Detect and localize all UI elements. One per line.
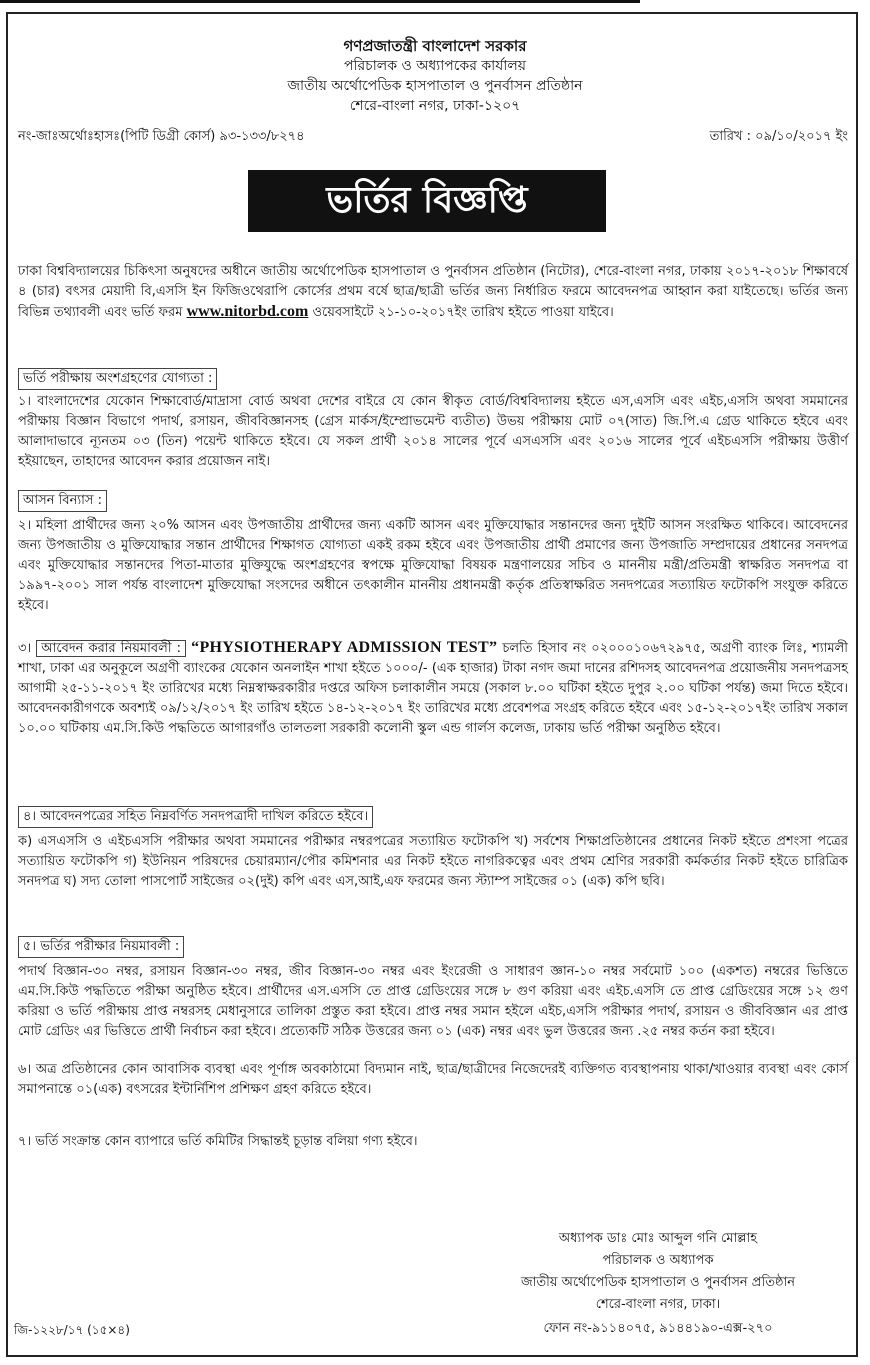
seat-distribution-heading: আসন বিন্যাস : <box>18 490 107 512</box>
exam-rules-text: পদার্থ বিজ্ঞান-৩০ নম্বর, রসায়ন বিজ্ঞান-৩০ নম্বর, জীব বিজ্ঞান-৩০ নম্বর এবং ইংরেজী ও সাধারণ জ্ঞান-১০ নম্বর সর্বমোট ১০০ (একশত) নম্বরের ভিত্তিতে এম.সি.কিউ পদ্ধতিতে পরীক্ষা অনুষ্ঠিত হইবে। প্রার্থীদের এস.এসসি তে প্রাপ্ত গ্রেডিংয়ের সঙ্গে ৮ গুণ করিয়া এবং এইচ.এসসি তে প্রাপ্ত গ্রেডিংয়ের সঙ্গে ১২ গুণ করিয়া ও ভর্তি পরীক্ষায় প্রাপ্ত নম্বরসহ মেধানুসারে তালিকা প্রস্তুত করা হইবে। প্রাপ্ত নম্বর সমান হইলে এইচ,এসসি পরীক্ষার পদার্থ, রসায়ন ও জীববিজ্ঞান এর প্রাপ্ত মোট গ্রেডিং এর ভিত্তিতে প্রার্থী নির্বাচন করা হইবে। প্রত্যেকটি সঠিক উত্তরের জন্য ০১ (এক) নম্বর এবং ভুল উত্তরের জন্য .২৫ নম্বর কর্তন করা হইবে। <box>18 964 848 1039</box>
ad-code: জি-১২২৮/১৭ (১৫×৪) <box>14 1323 130 1337</box>
accommodation-text: ৬। অত্র প্রতিষ্ঠানের কোন আবাসিক ব্যবস্থা এবং পূর্ণাঙ্গ অবকাঠামো বিদ্যমান নাই, ছাত্র/ছাত্রীদের নিজেদেরই ব্যক্তিগত ব্যবস্থাপনায় থাকা/খাওয়ার ব্যবস্থা এবং কোর্স সমাপনান্তে ০১(এক) বৎসরের ইন্টার্নিশিপ প্রশিক্ষণ গ্রহণ করিতে হইবে। <box>18 1062 848 1097</box>
application-rules-label: আবেদন করার নিয়মাবলী : <box>36 640 186 657</box>
application-rules-text: চলতি হিসাব নং ০২০০০১০৬৭২৯৭৫, অগ্রণী ব্যাংক লিঃ, শ্যামলী শাখা, ঢাকা এর অনুকূলে অগ্রণী ব্যাংকের যেকোন অনলাইন শাখা হইতে ১০০০/- (এক হাজার) টাকা নগদ জমা দানের রশিদসহ আবেদনপত্র প্রয়োজনীয় সনদপত্রসহ আগামী ২৫-১১-২০১৭ ইং তারিখের মধ্যে নিম্নস্বাক্ষরকারীর দপ্তরে অফিস চলাকালীন সময়ে (সকাল ৮.০০ ঘটিকা হইতে দুপুর ২.০০ ঘটিকা পর্যন্ত) জমা দিতে হইবে। আবেদনকারীগণকে অবশ্যই ০৯/১২/২০১৭ ইং তারিখ হইতে ১৪-১২-২০১৭ ইং তারিখের মধ্যে প্রবেশপত্র সংগ্রহ করিতে হইবে এবং ১৫-১২-২০১৭ইং তারিখ সকাল ১০.০০ ঘটিকায় এম.সি.কিউ পদ্ধতিতে আগারগাঁও তালতলা সরকারী কলোনী স্কুল এন্ড গার্লস কলেজ, ঢাকায় ভর্তি পরীক্ষা অনুষ্ঠিত হইবে। <box>18 641 849 736</box>
signatory-address: শেরে-বাংলা নগর, ঢাকা। <box>595 1297 721 1312</box>
application-rules-paragraph <box>18 638 848 739</box>
notice-date: তারিখ : ০৯/১০/২০১৭ ইং <box>709 129 848 144</box>
signatory-phone: ফোন নং-৯১১৪০৭৫, ৯১৪৪১৯০-এক্স-২৭০ <box>543 1321 773 1336</box>
eligibility-heading: ভর্তি পরীক্ষায় অংশগ্রহণের যোগ্যতা : <box>18 368 217 390</box>
eligibility-text: ১। বাংলাদেশের যেকোন শিক্ষাবোর্ড/মাদ্রাসা বোর্ড অথবা দেশের বাইরে যে কোন স্বীকৃত বোর্ড/বিশ্ববিদ্যালয় হইতে এস,এসসি এবং এইচ,এসসি অথবা সমমানের পরীক্ষায় বিজ্ঞান বিভাগে পদার্থ, রসায়ন, জীববিজ্ঞানসহ (গ্রেস মার্কস/ইম্প্রোভমেন্ট ব্যতীত) উভয় পরীক্ষায় মোট ০৭(সাত) জি.পি.এ গ্রেড থাকিতে হইবে এবং আলাদাভাবে ন্যূনতম ০৩ (তিন) পয়েন্ট থাকিতে হইবে। যে সকল প্রার্থী ২০১৪ সালের পূর্বে এসএসসি এবং ২০১৬ সালের পূর্বে এইচএসসি পরীক্ষায় উত্তীর্ণ হইয়াছেন, তাহাদের আবেদন করার প্রয়োজন নাই। <box>18 394 848 469</box>
office-title: পরিচালক ও অধ্যাপকের কার্যালয় <box>343 58 527 74</box>
documents-heading: ৪। আবেদনপত্রের সহিত নিম্নবর্ণিত সনদপত্রাদী দাখিল করিতে হইবে। <box>18 806 373 828</box>
exam-rules-heading: ৫। ভর্তির পরীক্ষার নিয়মাবলী : <box>18 936 184 958</box>
signatory-institute: জাতীয় অর্থোপেডিক হাসপাতাল ও পুনর্বাসন প্রতিষ্ঠান <box>521 1275 795 1290</box>
top-rule <box>0 0 640 3</box>
admission-test-name: “PHYSIOTHERAPY ADMISSION TEST” <box>191 639 498 656</box>
intro-text-after: ওয়েবসাইটে ২১-১০-২০১৭ইং তারিখ হইতে পাওয়া যাইবে। <box>308 305 614 320</box>
institute-name: জাতীয় অর্থোপেডিক হাসপাতাল ও পুনর্বাসন প্রতিষ্ঠান <box>287 78 583 94</box>
notice-title: ভর্তির বিজ্ঞপ্তি <box>248 170 606 232</box>
website-link[interactable]: www.nitorbd.com <box>186 303 309 320</box>
memo-number: নং-জাঃঅর্থোঃহাসঃ(পিটি ডিগ্রী কোর্স) ৯৩-১৩৩/৮২৭৪ <box>18 129 305 144</box>
intro-paragraph <box>18 262 848 323</box>
institute-address: শেরে-বাংলা নগর, ঢাকা-১২০৭ <box>349 98 521 114</box>
signatory-designation: পরিচালক ও অধ্যাপক <box>602 1253 714 1268</box>
signatory-name: অধ্যাপক ডাঃ মোঃ আব্দুল গনি মোল্লাহ <box>558 1231 758 1246</box>
application-rules-number: ৩। <box>18 641 32 656</box>
seat-distribution-text: ২। মহিলা প্রার্থীদের জন্য ২০% আসন এবং উপজাতীয় প্রার্থীদের জন্য একটি আসন এবং মুক্তিযোদ্ধার সন্তানদের জন্য দুইটি আসন সংরক্ষিত থাকিবে। আবেদনের জন্য উপজাতীয় ও মুক্তিযোদ্ধার সন্তান প্রার্থীদের শিক্ষাগত যোগ্যতা একই রকম হইবে এবং উপজাতীয় প্রার্থী প্রমাণের জন্য উপজাতি সম্প্রদায়ের প্রধানের সনদপত্র এবং মুক্তিযোদ্ধার সন্তানদের পিতা-মাতার মুক্তিযুদ্ধে অংশগ্রহণের স্বপক্ষে মুক্তিযোদ্ধা বিষয়ক মন্ত্রণালয়ের সচিব ও মাননীয় মন্ত্রী/প্রতিমন্ত্রী স্বাক্ষরিত সনদপত্র বা ১৯৯৭-২০০১ সাল পর্যন্ত বাংলাদেশ মুক্তিযোদ্ধা সংসদের অধীনে তৎকালীন মাননীয় প্রধানমন্ত্রী কর্তৃক প্রতিস্বাক্ষরিত সনদপত্রের সত্যায়িত ফটোকপি সংযুক্ত করিতে হইবে। <box>18 518 848 613</box>
govt-title: গণপ্রজাতন্ত্রী বাংলাদেশ সরকার <box>343 37 527 55</box>
committee-decision-text: ৭। ভর্তি সংক্রান্ত কোন ব্যাপারে ভর্তি কমিটির সিদ্ধান্তই চূড়ান্ত বলিয়া গণ্য হইবে। <box>18 1134 418 1149</box>
documents-text: ক) এসএসসি ও এইচএসসি পরীক্ষার অথবা সমমানের পরীক্ষার নম্বরপত্রের সত্যায়িত ফটোকপি খ) সর্বশেষ শিক্ষাপ্রতিষ্ঠানের প্রধানের নিকট হইতে প্রশংসা পত্রের সত্যায়িত ফটোকপি গ) ইউনিয়ন পরিষদের চেয়ারম্যান/পৌর কমিশনার এর নিকট হইতে নাগরিকত্বের এবং প্রথম শ্রেণির সরকারী কর্মকর্তার নিকট হইতে চারিত্রিক সনদপত্র ঘ) সদ্য তোলা পাসপোর্ট সাইজের ০২(দুই) কপি এবং এস,আই,এফ ফরমের জন্য স্ট্যাম্প সাইজের ০১ (এক) কপি ছবি। <box>18 834 848 889</box>
intro-text-before: ঢাকা বিশ্ববিদ্যালয়ের চিকিৎসা অনুষদের অধীনে জাতীয় অর্থোপেডিক হাসপাতাল ও পুনর্বাসন প্রতিষ্ঠান (নিটোর), শেরে-বাংলা নগর, ঢাকায় ২০১৭-২০১৮ শিক্ষাবর্ষে ৪ (চার) বৎসর মেয়াদী বি,এসসি ইন ফিজিওথেরাপি কোর্সের প্রথম বর্ষে ছাত্র/ছাত্রী ভর্তির জন্য নির্ধারিত ফরমে আবেদনপত্র আহ্বান করা যাইতেছে। ভর্তির জন্য বিভিন্ন তথ্যাবলী এবং ভর্তি ফরম <box>18 264 848 320</box>
